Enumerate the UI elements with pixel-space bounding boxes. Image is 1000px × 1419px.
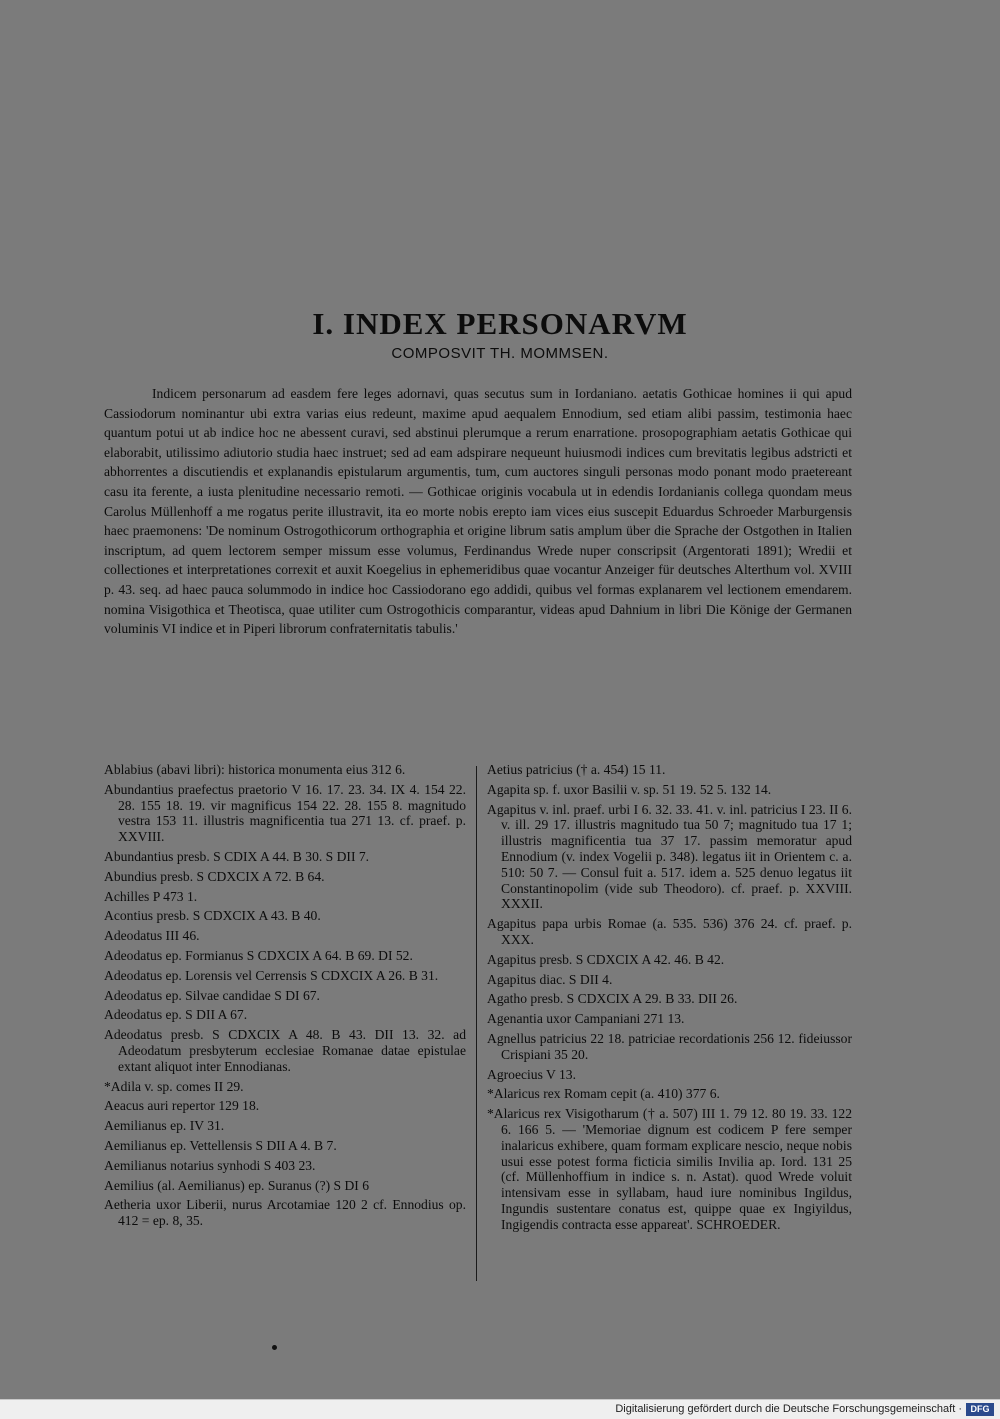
index-entry: Agnellus patricius 22 18. patriciae recordationis 256 12. fideiussor Crispiani 35 20. — [487, 1030, 852, 1062]
index-column-left — [104, 762, 466, 1233]
index-entry: Achilles P 473 1. — [104, 888, 198, 904]
index-entry: Adeodatus presb. S CDXCIX A 48. B 43. DII 13. 32. ad Adeodatum presbyterum ecclesiae Romanae datae epistulae extant aliquot inter Ennodianas. — [104, 1027, 466, 1074]
funding-credit: Digitalisierung gefördert durch die Deutsche Forschungsgemeinschaft · — [615, 1403, 962, 1415]
index-entry: Aetius patricius († a. 454) 15 11. — [487, 762, 666, 777]
index-entry: *Adila v. sp. comes II 29. — [104, 1078, 244, 1094]
index-entry: Abundantius praefectus praetorio V 16. 17. 23. 34. IX 4. 154 22. 28. 155 18. 19. vir magnificus 154 22. 28. 155 8. magnitudo vestra 153 11. illustris magnificentia tua 271 13. cf. praef. p. XXVIII. — [104, 781, 466, 845]
index-entry: Adeodatus III 46. — [104, 928, 200, 944]
index-title: I. INDEX PERSONARVM — [312, 306, 688, 341]
index-entry: Agapitus diac. S DII 4. — [487, 971, 613, 987]
index-entry: *Alaricus rex Romam cepit (a. 410) 377 6. — [487, 1086, 720, 1102]
index-entry: Agatho presb. S CDXCIX A 29. B 33. DII 26. — [487, 991, 738, 1007]
index-entry: Adeodatus ep. Formianus S CDXCIX A 64. B 69. DI 52. — [104, 947, 413, 963]
index-entry: Ablabius (abavi libri): historica monumenta eius 312 6. — [104, 762, 406, 777]
intro-paragraph-block — [104, 384, 852, 639]
index-entry: Agapitus presb. S CDXCIX A 42. 46. B 42. — [487, 951, 725, 967]
index-entry: Aetheria uxor Liberii, nurus Arcotamiae 120 2 cf. Ennodius op. 412 = ep. 8, 35. — [104, 1197, 466, 1229]
index-entry: Aeacus auri repertor 129 18. — [104, 1098, 260, 1114]
index-entry: Aemilianus ep. IV 31. — [104, 1118, 225, 1134]
index-entry: Acontius presb. S CDXCIX A 43. B 40. — [104, 908, 321, 924]
index-entry: Agroecius V 13. — [487, 1066, 576, 1082]
index-entry: Aemilianus ep. Vettellensis S DII A 4. B 7. — [104, 1137, 337, 1153]
index-entry: Adeodatus ep. S DII A 67. — [104, 1007, 248, 1023]
index-entry: Agapita sp. f. uxor Basilii v. sp. 51 19. 52 5. 132 14. — [487, 781, 772, 797]
index-entry: Abundantius presb. S CDIX A 44. B 30. S DII 7. — [104, 848, 370, 864]
index-entry: Adeodatus ep. Lorensis vel Cerrensis S CDXCIX A 26. B 31. — [104, 967, 439, 983]
index-entry: Aemilianus notarius synhodi S 403 23. — [104, 1157, 316, 1173]
column-divider — [476, 766, 477, 1281]
index-entry: Aemilius (al. Aemilianus) ep. Suranus (?) S DI 6 — [104, 1177, 370, 1193]
index-author-line: COMPOSVIT TH. MOMMSEN. — [391, 345, 609, 362]
index-entry: Agapitus papa urbis Romae (a. 535. 536) 376 24. cf. praef. p. XXX. — [487, 916, 852, 947]
digitization-footer — [0, 1399, 1000, 1419]
index-entry: Adeodatus ep. Silvae candidae S DI 67. — [104, 987, 320, 1003]
ink-spot-mark — [272, 1345, 277, 1350]
index-entry: Agapitus v. inl. praef. urbi I 6. 32. 33. 41. v. inl. patricius I 23. II 6. v. ill. 29 17. illustris magnitudo tua 50 7; magnitudo tua 17 1; illustris magnificentia tua 37 17. passim memoratur apud Ennodium (v. index Vogelii p. 348). legatus iit in Orientem c. a. 510: 50 7. — Consul fuit a. 517. idem a. 525 denuo legatus iit Constantinopolim (vide sub Theodoro). cf. praef. p. XXVIII. XXXII. — [487, 801, 852, 912]
index-column-right — [487, 762, 852, 1237]
index-entry: *Alaricus rex Visigotharum († a. 507) III 1. 79 12. 80 19. 33. 122 6. 166 5. — 'Memoriae dignum est codicem P fere semper inalaricus exhibere, quam formam explicare nescio, neque nobis usui esse potest forma ficticia similis Invilia ap. Iord. 131 25 (cf. Müllenhoffium in indice s. n. Astat). quod Wrede voluit intensivam esse in syllabam, haud iure nominibus Ingildus, Ingundis sustentare conatus est, quippe quae ex Ingiyildus, Ingigendis contracta esse appareat'. SCHROEDER. — [487, 1106, 852, 1232]
intro-paragraph: Indicem personarum ad easdem fere leges adornavi, quas secutus sum in Iordaniano. aetatis Gothicae homines ii qui apud Cassiodorum nominantur ubi extra varias eius redeunt, maxime apud aequalem Ennodium, sed etiam alibi passim, testimonia haec quantum potui ut ab indice hoc ne abessent curavi, sed abstinui plerumque a rerum enarratione. prosopographiam aetatis Gothicae qui elaborabit, utilissimo adiutorio studia haec instruet; sed ad eam adspirare nequeunt huiusmodi indices cum brevitatis legibus adstricti et abhorrentes a discutiendis et explanandis epistularum argumentis, tum, cum auctores singuli personas modo ponant modo praetereant casu ita ferente, a iusta plenitudine necessario remoti. — Gothicae originis vocabula ut in edendis Iordanianis collega quondam meus Carolus Müllenhoff a me rogatus perite illustravit, ita eo morte nobis erepto iam vices eius suscepit Eduardus Schroeder Marburgensis haec praemonens: 'De nominum Ostrogothicorum orthographia et origine librum satis amplum über die Sprache der Ostgothen in Italien inscriptum, ad quem lectorem semper missum esse volumus, Ferdinandus Wrede nuper conscripsit (Argentorati 1891); Wredii et collectiones et interpretationes correxit et auxit Koegelius in ephemeridibus quae vocantur Anzeiger für deutsches Alterthum vol. XVIII p. 43. seq. ad haec pauca solummodo in indice hoc Cassiodorano ego addidi, quibus vel formas explanarem vel lectionem emendarem. nomina Visigothica et Theotisca, quae utiliter cum Ostrogothicis comparantur, videas apud Dahnium in libri Die Könige der Germanen voluminis VI indice et in Piperi librorum confraternitatis tabulis.' — [104, 386, 852, 637]
dfg-logo-icon[interactable]: DFG — [966, 1403, 994, 1416]
index-entry: Agenantia uxor Campaniani 271 13. — [487, 1011, 685, 1027]
index-entry: Abundius presb. S CDXCIX A 72. B 64. — [104, 868, 325, 884]
